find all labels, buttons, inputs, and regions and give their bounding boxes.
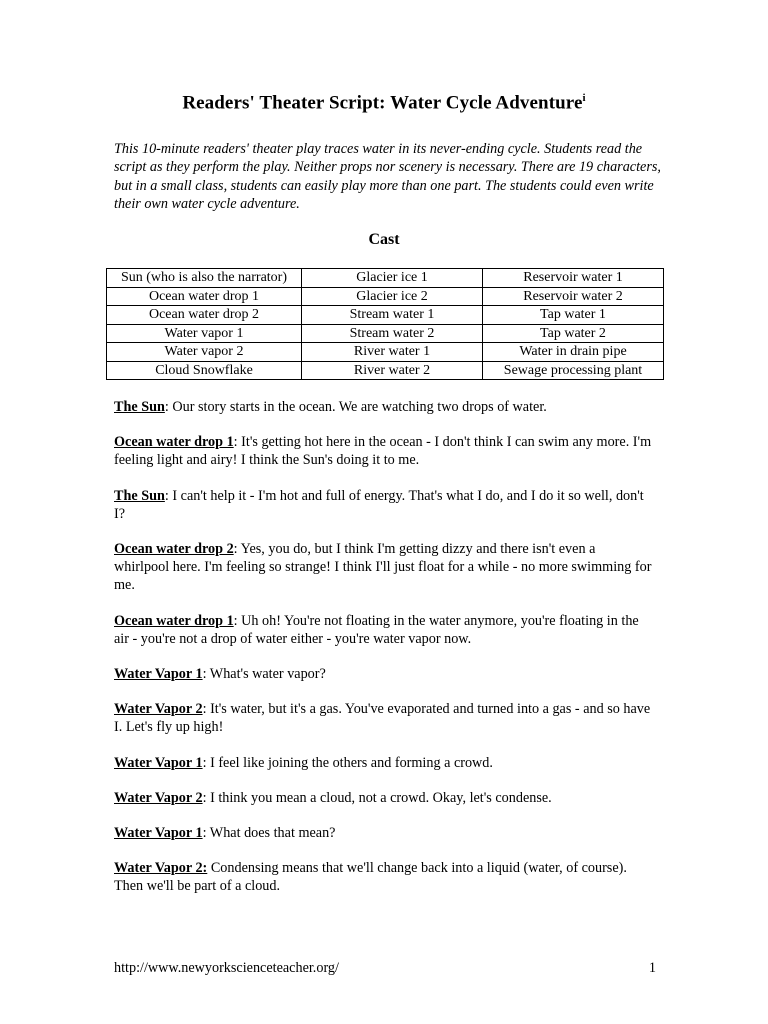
cast-cell: Stream water 1 [302, 306, 483, 325]
speaker-name: Water Vapor 1 [114, 754, 203, 771]
cast-cell: Ocean water drop 2 [107, 306, 302, 325]
speaker-separator: : [202, 825, 210, 842]
dialogue-line [114, 398, 654, 416]
cast-cell: Glacier ice 1 [302, 269, 483, 288]
cast-cell: River water 1 [302, 343, 483, 362]
speaker-separator: : [233, 541, 241, 558]
title-footnote-marker: i [582, 92, 586, 104]
speaker-separator: : [164, 399, 173, 415]
speaker-name: Water Vapor 2 [114, 789, 203, 806]
speaker-name: Ocean water drop 1 [114, 612, 234, 629]
dialogue-text: I can't help it - I'm hot and full of energy. That's what I do, and I do it so well, don't I? [114, 487, 644, 522]
cast-row [107, 287, 664, 306]
dialogue-text: It's getting hot here in the ocean - I don't think I can swim any more. I'm feeling light and airy! I think the Sun's doing it to me. [114, 434, 652, 469]
script-dialogue [114, 398, 654, 913]
page-number: 1 [648, 960, 656, 976]
speaker-separator: : [202, 666, 210, 683]
dialogue-text: What's water vapor? [209, 666, 326, 683]
dialogue-line [114, 487, 654, 523]
speaker-name: Ocean water drop 2 [114, 541, 234, 558]
dialogue-line [114, 700, 654, 736]
title-text: Readers' Theater Script: Water Cycle Adventure [182, 92, 583, 114]
dialogue-line [114, 824, 654, 842]
cast-cell: Reservoir water 2 [483, 287, 664, 306]
dialogue-text: Our story starts in the ocean. We are watching two drops of water. [172, 399, 547, 415]
cast-cell: Tap water 1 [483, 306, 664, 325]
dialogue-text: I think you mean a cloud, not a crowd. Okay, let's condense. [210, 789, 552, 806]
dialogue-line [114, 789, 654, 807]
intro-paragraph: This 10-minute readers' theater play traces water in its never-ending cycle. Students read the script as they perform the play. Neither props nor scenery is necessary. There are 19 characters, but in a small class, students can easily play more than one part. The students could even write their own water cycle adventure. [114, 141, 661, 213]
cast-cell: Water in drain pipe [483, 343, 664, 362]
cast-row [107, 324, 664, 343]
speaker-name: Water Vapor 2: [114, 860, 208, 877]
cast-cell: Tap water 2 [483, 324, 664, 343]
dialogue-line [114, 540, 654, 595]
footer-url-link[interactable]: http://www.newyorkscienceteacher.org/ [114, 960, 339, 976]
speaker-name: The Sun [114, 399, 165, 415]
speaker-name: Water Vapor 1 [114, 666, 203, 683]
cast-row [107, 306, 664, 325]
dialogue-text: What does that mean? [209, 825, 336, 842]
cast-cell: Sun (who is also the narrator) [107, 269, 302, 288]
cast-cell: Ocean water drop 1 [107, 287, 302, 306]
cast-cell: Stream water 2 [302, 324, 483, 343]
speaker-separator: : [202, 789, 211, 806]
speaker-name: Water Vapor 2 [114, 701, 203, 718]
cast-cell: Water vapor 1 [107, 324, 302, 343]
cast-table [106, 268, 664, 380]
dialogue-line [114, 859, 654, 895]
cast-heading: Cast [368, 231, 400, 248]
cast-cell: River water 2 [302, 361, 483, 380]
cast-cell: Reservoir water 1 [483, 269, 664, 288]
dialogue-text: It's water, but it's a gas. You've evaporated and turned into a gas - and so have I. Let's fly up high! [114, 701, 651, 736]
speaker-separator: : [164, 487, 173, 504]
dialogue-text: I feel like joining the others and forming a crowd. [210, 754, 493, 771]
dialogue-line [114, 612, 654, 648]
speaker-name: Ocean water drop 1 [114, 434, 234, 451]
cast-cell: Sewage processing plant [483, 361, 664, 380]
cast-row [107, 361, 664, 380]
speaker-separator: : [202, 754, 211, 771]
document-title [0, 92, 768, 114]
cast-row [107, 269, 664, 288]
dialogue-line [114, 754, 654, 772]
dialogue-text: Condensing means that we'll change back into a liquid (water, of course). Then we'll be part of a cloud. [114, 860, 627, 895]
page-footer [114, 960, 656, 977]
speaker-separator: : [233, 434, 242, 451]
speaker-name: Water Vapor 1 [114, 825, 203, 842]
dialogue-text: Uh oh! You're not floating in the water anymore, you're floating in the air - you're not a drop of water either - you're water vapor now. [114, 612, 639, 647]
dialogue-line [114, 433, 654, 469]
dialogue-line [114, 665, 654, 683]
cast-cell: Glacier ice 2 [302, 287, 483, 306]
speaker-name: The Sun [114, 487, 165, 504]
cast-row [107, 343, 664, 362]
dialogue-text: Yes, you do, but I think I'm getting dizzy and there isn't even a whirlpool here. I'm feeling so strange! I think I'll just float for a while - no more swimming for me. [114, 541, 652, 594]
speaker-separator: : [202, 701, 211, 718]
cast-cell: Water vapor 2 [107, 343, 302, 362]
cast-cell: Cloud Snowflake [107, 361, 302, 380]
speaker-separator: : [233, 612, 242, 629]
